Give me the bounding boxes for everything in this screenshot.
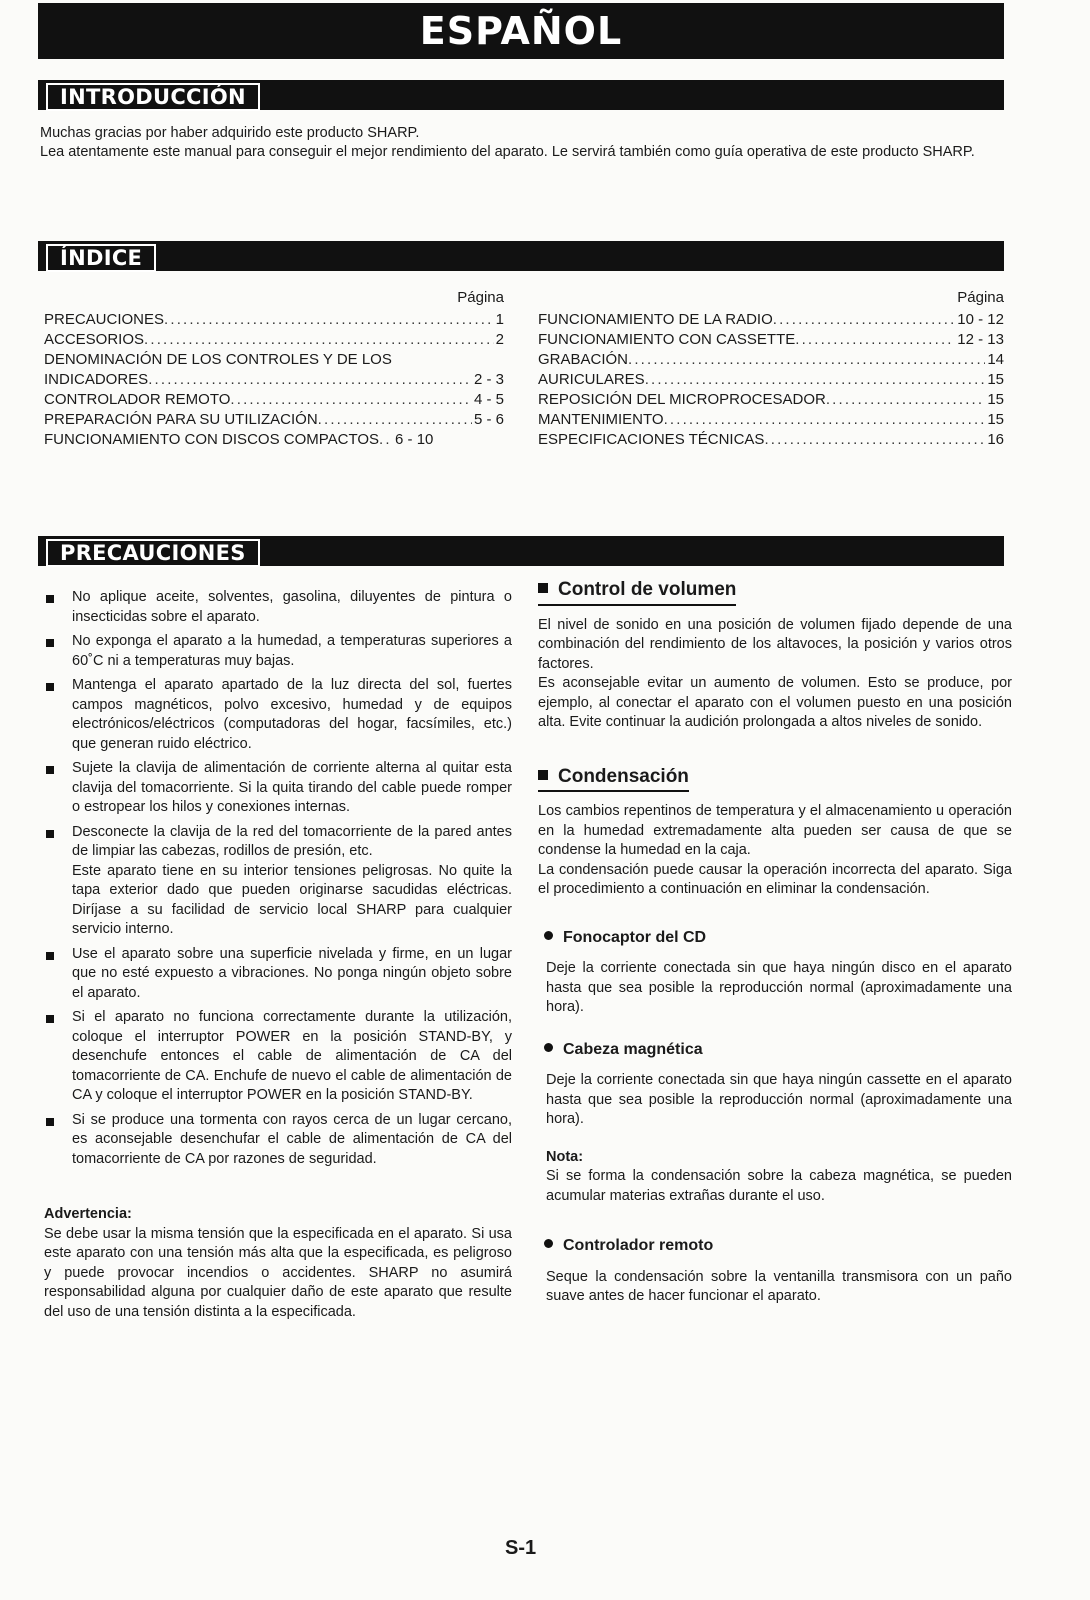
list-item xyxy=(44,632,512,671)
volume-paragraph-1: El nivel de sonido en una posición de volumen fijado depende de una combinación del rendimiento de los altavoces, la posición y varios otros factores. xyxy=(538,616,1012,672)
round-bullet-icon xyxy=(544,931,553,940)
toc-entry[interactable] xyxy=(538,430,1004,450)
list-item xyxy=(44,945,512,1004)
toc-entry[interactable] xyxy=(538,330,1004,350)
square-bullet-icon xyxy=(46,1118,54,1126)
toc-page: 4 - 5 xyxy=(473,391,504,408)
list-item xyxy=(44,823,512,940)
square-bullet-icon xyxy=(46,595,54,603)
list-item xyxy=(44,1111,512,1170)
round-bullet-icon xyxy=(544,1043,553,1052)
volume-heading xyxy=(538,580,736,606)
index-section-title: ÍNDICE xyxy=(46,244,156,272)
toc-page: 16 xyxy=(987,431,1004,448)
precaution-text: Use el aparato sobre una superficie nivelada y firme, en un lugar que no esté expuesto a vibraciones. No ponga ningún objeto sobre el aparato. xyxy=(72,945,512,1001)
toc-page: 12 - 13 xyxy=(957,331,1004,348)
round-bullet-icon xyxy=(544,1239,553,1248)
cd-pickup-body: Deje la corriente conectada sin que haya ningún disco en el aparato hasta que sea posible la reproducción normal (aproximadamente una hora). xyxy=(546,960,1012,1015)
toc-entry-continued: DENOMINACIÓN DE LOS CONTROLES Y DE LOS xyxy=(44,351,392,368)
remote-control-heading xyxy=(544,1236,1012,1256)
toc-page: 10 - 12 xyxy=(957,311,1004,328)
warning-title: Advertencia: xyxy=(44,1206,132,1222)
toc-entry[interactable] xyxy=(44,410,504,430)
toc-title: ACCESORIOS xyxy=(44,331,145,348)
precaution-text: Mantenga el aparato apartado de la luz directa del sol, fuertes campos magnéticos, polvo excesivo, humedad y de equipos electrónicos/eléctricos (computadoras del hogar, facsímiles, etc.) que generan ruido eléctrico. xyxy=(72,677,512,752)
magnetic-head-heading xyxy=(544,1040,1012,1060)
list-item xyxy=(44,676,512,754)
square-bullet-icon xyxy=(538,583,548,593)
toc-title: PRECAUCIONES xyxy=(44,311,165,328)
square-bullet-icon xyxy=(46,639,54,647)
precautions-list xyxy=(44,588,512,1169)
precautions-section-title: PRECAUCIONES xyxy=(46,539,260,567)
toc-title: FUNCIONAMIENTO CON CASSETTE xyxy=(538,331,796,348)
toc-title: CONTROLADOR REMOTO xyxy=(44,391,231,408)
square-bullet-icon xyxy=(46,952,54,960)
toc-title: AURICULARES xyxy=(538,371,645,388)
precaution-text: Si el aparato no funciona correctamente durante la utilización, coloque el interruptor POWER en la posición STAND-BY, y desenchufe entonces el cable de alimentación de CA del tomacorriente de CA. Enchufe de nuevo el cable de alimentación de CA y coloque el interruptor POWER en la posición STAND-BY. xyxy=(72,1009,512,1103)
precaution-text: No exponga el aparato a la humedad, a temperaturas superiores a 60˚C ni a temperaturas muy bajas. xyxy=(72,633,512,669)
toc-page: 15 xyxy=(987,371,1004,388)
list-item xyxy=(44,1008,512,1106)
toc-page: 5 - 6 xyxy=(473,411,504,428)
square-bullet-icon xyxy=(46,830,54,838)
volume-title: Control de volumen xyxy=(558,579,737,600)
precaution-text: Desconecte la clavija de la red del tomacorriente de la pared antes de limpiar las cabezas, rodillos de presión, etc. xyxy=(72,823,512,859)
toc-title: REPOSICIÓN DEL MICROPROCESADOR xyxy=(538,391,826,408)
intro-line-2: Lea atentamente este manual para conseguir el mejor rendimiento del aparato. Le servirá también como guía operativa de este producto SHARP. xyxy=(40,144,975,160)
list-item xyxy=(44,759,512,818)
square-bullet-icon xyxy=(538,770,548,780)
condensation-heading xyxy=(538,767,689,793)
square-bullet-icon xyxy=(46,1015,54,1023)
toc-entry[interactable] xyxy=(44,330,504,350)
square-bullet-icon xyxy=(46,683,54,691)
toc-page: 2 - 3 xyxy=(473,371,504,388)
toc-page: 14 xyxy=(987,351,1004,368)
toc-title: FUNCIONAMIENTO DE LA RADIO xyxy=(538,311,773,328)
toc-entry[interactable] xyxy=(538,350,1004,370)
toc-entry[interactable] xyxy=(538,410,1004,430)
intro-section-bar xyxy=(38,80,1004,110)
toc-entry[interactable] xyxy=(44,430,504,450)
index-page-label: Página xyxy=(957,289,1004,306)
toc-page: 1 xyxy=(495,311,504,328)
toc-title: PREPARACIÓN PARA SU UTILIZACIÓN xyxy=(44,411,318,428)
right-column xyxy=(538,580,1012,1307)
precaution-text: Si se produce una tormenta con rayos cerca de un lugar cercano, es aconsejable desenchufar el cable de alimentación de CA del tomacorriente de CA por razones de seguridad. xyxy=(72,1111,512,1167)
magnetic-head-body: Deje la corriente conectada sin que haya ningún cassette en el aparato hasta que sea posible la reproducción normal (aproximadamente una hora). xyxy=(546,1072,1012,1127)
precautions-column xyxy=(44,588,512,1322)
language-banner: ESPAÑOL xyxy=(38,3,1004,59)
intro-line-1: Muchas gracias por haber adquirido este producto SHARP. xyxy=(40,125,420,141)
note-title: Nota: xyxy=(546,1148,584,1165)
precaution-text: Sujete la clavija de alimentación de corriente alterna al quitar esta clavija del tomacorriente. Si la quita tirando del cable puede romper o estropear los hilos y conexiones internas. xyxy=(72,760,512,815)
precaution-extra-text: Este aparato tiene en su interior tensiones peligrosas. No quite la tapa exterior dado que pueden originarse sacudidas eléctricas. Diríjase a su facilidad de servicio local SHARP para cualquier servicio interno. xyxy=(72,862,512,937)
toc-title: GRABACIÓN xyxy=(538,351,629,368)
intro-text xyxy=(40,124,1000,162)
index-left-column xyxy=(44,288,504,450)
toc-title: INDICADORES xyxy=(44,371,149,388)
condensation-title: Condensación xyxy=(558,765,689,787)
list-item xyxy=(44,588,512,627)
toc-page: 15 xyxy=(987,391,1004,408)
remote-control-title: Controlador remoto xyxy=(563,1237,714,1254)
cd-pickup-heading xyxy=(544,928,1012,948)
toc-page: 2 xyxy=(495,331,504,348)
magnetic-head-title: Cabeza magnética xyxy=(563,1040,703,1058)
cd-pickup-title: Fonocaptor del CD xyxy=(563,928,707,946)
condensation-paragraph-1: Los cambios repentinos de temperatura y el almacenamiento u operación en la humedad extremadamente alta pueden ser causa de que se condense la humedad en la caja. xyxy=(538,803,1012,858)
toc-entry[interactable] xyxy=(538,390,1004,410)
volume-paragraph-2: Es aconsejable evitar un aumento de volumen. Esto se produce, por ejemplo, al conectar el aparato con el volumen puesto en una posición alta. Evite continuar la audición prolongada a altos niveles de sonido. xyxy=(538,675,1012,730)
precautions-section-bar xyxy=(38,536,1004,566)
intro-section-title: INTRODUCCIÓN xyxy=(46,83,260,111)
toc-page: 15 xyxy=(987,411,1004,428)
toc-entry[interactable] xyxy=(538,370,1004,390)
toc-entry[interactable] xyxy=(44,370,504,390)
precaution-text: No aplique aceite, solventes, gasolina, diluyentes de pintura o insecticidas sobre el aparato. xyxy=(72,589,512,625)
toc-title: ESPECIFICACIONES TÉCNICAS xyxy=(538,431,765,448)
square-bullet-icon xyxy=(46,766,54,774)
toc-entry[interactable] xyxy=(44,390,504,410)
toc-entry[interactable] xyxy=(538,310,1004,330)
toc-entry[interactable] xyxy=(44,310,504,330)
index-page-label: Página xyxy=(457,289,504,306)
toc-page: 6 - 10 xyxy=(395,431,434,448)
condensation-paragraph-2: La condensación puede causar la operación incorrecta del aparato. Siga el procedimiento a continuación en eliminar la condensación. xyxy=(538,861,1012,897)
remote-control-body: Seque la condensación sobre la ventanilla transmisora con un paño suave antes de hacer funcionar el aparato. xyxy=(546,1268,1012,1304)
warning-body: Se debe usar la misma tensión que la especificada en el aparato. Si usa este aparato con una tensión más alta que la especificada, es peligroso y puede provocar incendios o accidentes. SHARP no asumirá responsabilidad alguna por cualquier daño de este aparato que resulte del uso de una tensión distinta a la especificada. xyxy=(44,1225,512,1320)
toc-title: FUNCIONAMIENTO CON DISCOS COMPACTOS xyxy=(44,431,380,448)
page-number: S-1 xyxy=(505,1537,537,1559)
index-right-column xyxy=(538,288,1004,450)
toc-title: MANTENIMIENTO xyxy=(538,411,664,428)
note-body: Si se forma la condensación sobre la cabeza magnética, se pueden acumular materias extrañas durante el uso. xyxy=(546,1168,1012,1204)
index-section-bar xyxy=(38,241,1004,271)
